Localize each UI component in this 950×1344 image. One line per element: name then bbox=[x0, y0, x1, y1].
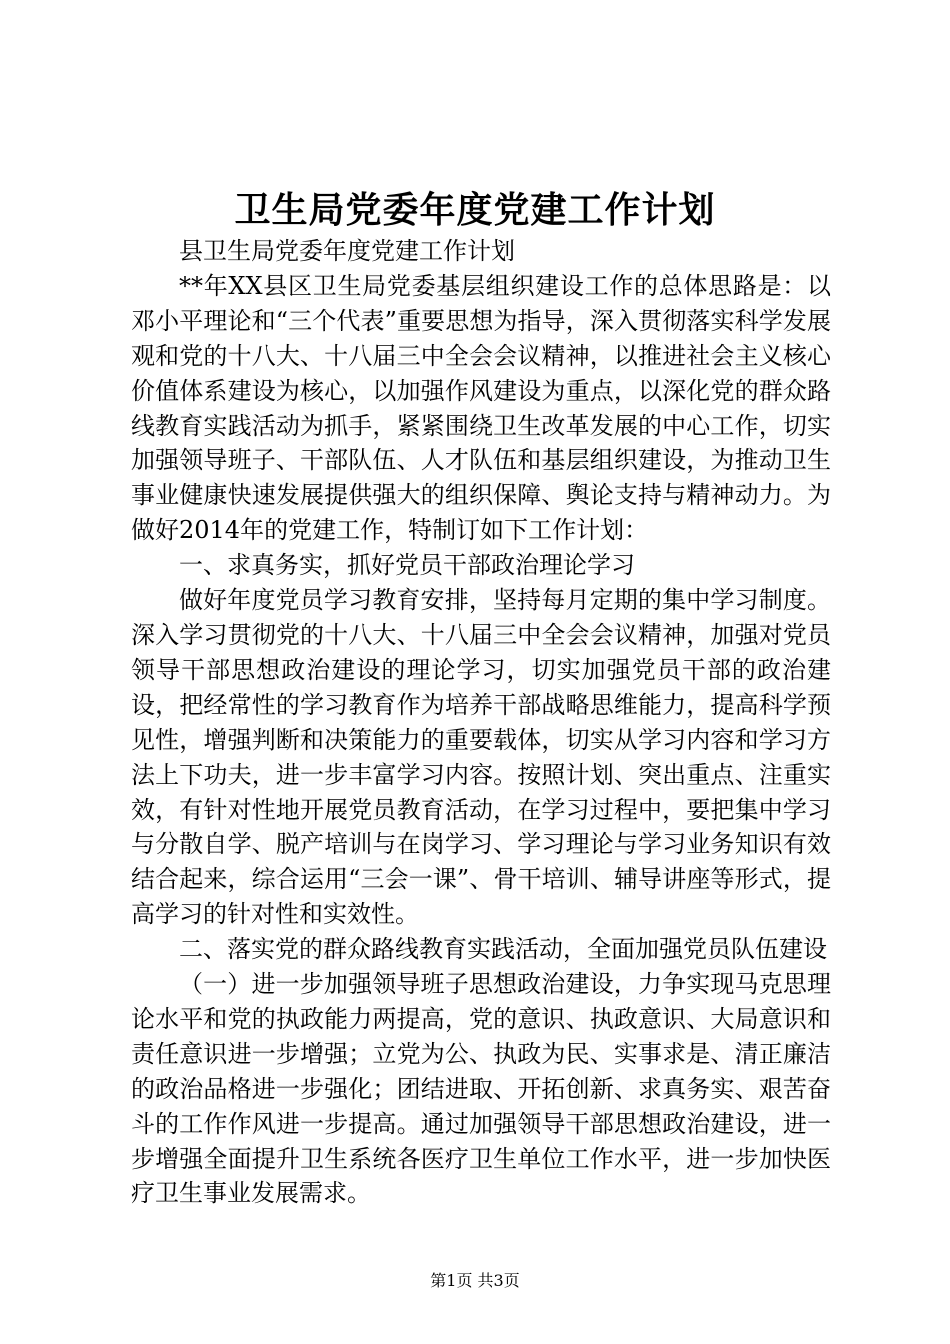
paragraph-subtitle: 县卫生局党委年度党建工作计划 bbox=[179, 237, 515, 265]
paragraph-section-2-item-1: （一）进一步加强领导班子思想政治建设，力争实现马克思理论水平和党的执政能力两提高，党的意识、执政意识、大局意识和责任意识进一步增强；立党为公、执政为民、实事求是、清正廉洁的政治品格进一步强化；团结进取、开拓创新、求真务实、艰苦奋斗的工作作风进一步提高。通过加强领导干部思想政治建设，进一步增强全面提升卫生系统各医疗卫生单位工作水平，进一步加快医疗卫生事业发展需求。 bbox=[131, 970, 831, 1208]
page-footer: 第1页 共3页 bbox=[430, 1271, 520, 1290]
document-body bbox=[131, 234, 831, 1211]
document-title: 卫生局党委年度党建工作计划 bbox=[234, 189, 716, 231]
paragraph-section-1: 做好年度党员学习教育安排，坚持每月定期的集中学习制度。深入学习贯彻党的十八大、十八届三中全会会议精神，加强对党员领导干部思想政治建设的理论学习，切实加强党员干部的政治建设，把经常性的学习教育作为培养干部战略思维能力，提高科学预见性，增强判断和决策能力的重要载体，切实从学习内容和学习方法上下功夫，进一步丰富学习内容。按照计划、突出重点、注重实效，有针对性地开展党员教育活动，在学习过程中，要把集中学习与分散自学、脱产培训与在岗学习、学习理论与学习业务知识有效结合起来，综合运用“三会一课”、骨干培训、辅导讲座等形式，提高学习的针对性和实效性。 bbox=[131, 586, 831, 929]
section-heading-2: 二、落实党的群众路线教育实践活动，全面加强党员队伍建设 bbox=[179, 935, 827, 964]
section-heading-1: 一、求真务实，抓好党员干部政治理论学习 bbox=[179, 551, 635, 580]
paragraph-overview: **年XX县区卫生局党委基层组织建设工作的总体思路是：以邓小平理论和“三个代表”重要思想为指导，深入贯彻落实科学发展观和党的十八大、十八届三中全会会议精神，以推进社会主义核心价值体系建设为核心，以加强作风建设为重点，以深化党的群众路线教育实践活动为抓手，紧紧围绕卫生改革发展的中心工作，切实加强领导班子、干部队伍、人才队伍和基层组织建设，为推动卫生事业健康快速发展提供强大的组织保障、舆论支持与精神动力。为做好2014年的党建工作，特制订如下工作计划： bbox=[131, 271, 831, 545]
